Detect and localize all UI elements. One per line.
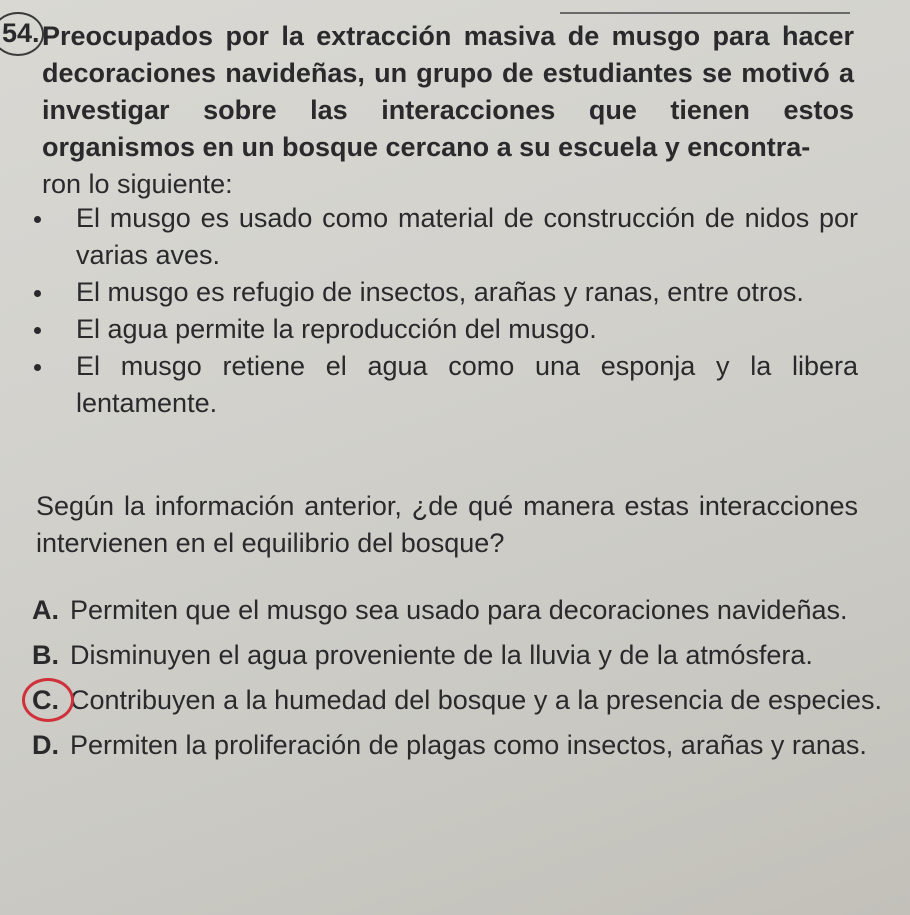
question-number: 54. — [2, 18, 40, 48]
list-item — [28, 348, 858, 422]
option-d[interactable] — [32, 727, 884, 764]
finding-text: El musgo retiene el agua como una esponja y la libera lentamente. — [76, 351, 858, 418]
bullet-icon — [34, 364, 41, 371]
option-letter: C. — [32, 685, 59, 715]
option-b[interactable] — [32, 637, 884, 674]
option-letter: B. — [32, 640, 59, 670]
list-item — [28, 200, 858, 274]
finding-text: El agua permite la reproducción del musgo. — [76, 314, 597, 344]
option-c[interactable] — [32, 682, 884, 719]
list-item — [28, 274, 858, 311]
bullet-icon — [34, 216, 41, 223]
bullet-icon — [34, 327, 41, 334]
list-item — [28, 311, 858, 348]
findings-list — [28, 200, 858, 422]
option-text: Contribuyen a la humedad del bosque y a la presencia de especies. — [70, 685, 883, 715]
bullet-icon — [34, 290, 41, 297]
option-text: Permiten la proliferación de plagas como insectos, arañas y ranas. — [70, 730, 867, 760]
answer-options — [32, 592, 884, 772]
finding-text: El musgo es refugio de insectos, arañas y ranas, entre otros. — [76, 277, 804, 307]
option-a[interactable] — [32, 592, 884, 629]
question-prompt: Según la información anterior, ¿de qué manera estas interacciones intervienen en el equilibrio del bosque? — [36, 491, 858, 558]
option-text: Disminuyen el agua proveniente de la lluvia y de la atmósfera. — [70, 640, 813, 670]
top-divider — [560, 12, 850, 14]
option-letter: D. — [32, 730, 59, 760]
question-stem — [42, 18, 854, 203]
stem-last-line: ron lo siguiente: — [42, 169, 233, 199]
option-text: Permiten que el musgo sea usado para decoraciones navideñas. — [70, 595, 848, 625]
finding-text: El musgo es usado como material de construcción de nidos por varias aves. — [76, 203, 858, 270]
stem-text: Preocupados por la extracción masiva de musgo para hacer decoraciones navideñas, un grupo de estudiantes se motivó a investigar sobre las interacciones que tienen estos organismos en un bosque cercano a su escuela y encontra- — [42, 21, 854, 162]
option-letter: A. — [32, 595, 59, 625]
